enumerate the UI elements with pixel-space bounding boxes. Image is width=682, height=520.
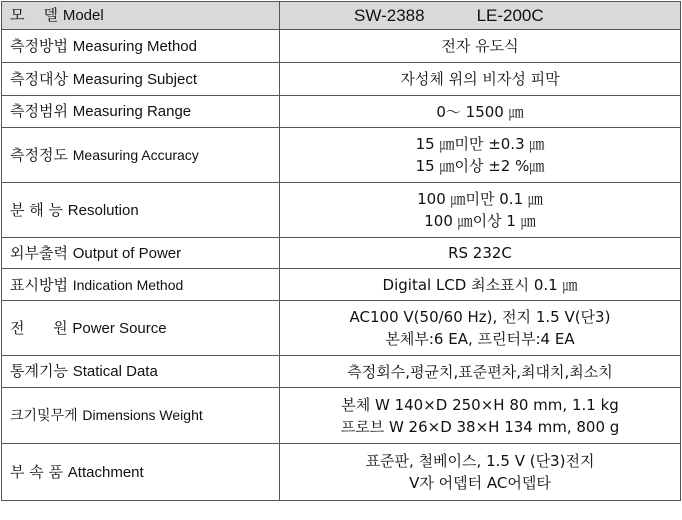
label-cell [2,183,280,238]
value-line: 0～ 1500 ㎛ [436,102,524,121]
label-cell-model [2,2,280,30]
label-cell [2,388,280,444]
table-row [2,63,681,96]
value-cell [280,63,681,96]
label-ko: 측정방법 [10,36,68,55]
table-row [2,183,681,238]
model-b: LE-200C [476,5,544,25]
label-cell [2,444,280,501]
value-line: 측정회수,평균치,표준편차,최대치,최소치 [347,362,613,381]
label-cell [2,63,280,96]
label-ko: 모 델 [10,6,59,24]
label-ko: 외부출력 [10,243,68,262]
label-en: Statical Data [72,363,158,380]
table-row [2,269,681,301]
value-cell [280,356,681,388]
label-cell [2,128,280,183]
label-en: Measuring Subject [72,70,197,88]
label-cell [2,356,280,388]
value-line: 프로브 W 26×D 38×H 134 mm, 800 g [340,417,620,436]
label-cell [2,269,280,301]
value-line: AC100 V(50/60 Hz), 전지 1.5 V(단3) [349,308,611,326]
label-en: Power Source [72,319,167,337]
value-line: 15 ㎛미만 ±0.3 ㎛ [415,135,545,153]
label-en: Model [62,7,104,24]
value-line: 본체 W 140×D 250×H 80 mm, 1.1 kg [341,395,619,414]
label-en: Measuring Accuracy [72,147,199,163]
table-row [2,356,681,388]
value-line: 표준판, 철베이스, 1.5 V (단3)전지 [365,452,595,470]
table-row-model [2,2,681,30]
table-row [2,96,681,128]
spec-table [1,1,681,501]
label-cell [2,238,280,269]
value-line: 15 ㎛이상 ±2 %㎛ [415,157,545,175]
label-en: Indication Method [72,276,184,293]
label-ko: 통계기능 [10,362,68,380]
value-line: Digital LCD 최소표시 0.1 ㎛ [382,275,578,294]
label-ko: 표시방법 [10,275,68,294]
label-en: Resolution [67,201,139,219]
label-cell [2,96,280,128]
label-cell [2,30,280,63]
value-line: 100 ㎛미만 0.1 ㎛ [417,190,543,208]
table-row [2,128,681,183]
table-row [2,301,681,356]
value-cell [280,269,681,301]
value-line: 100 ㎛이상 1 ㎛ [424,212,536,230]
label-ko: 측정범위 [10,102,68,120]
label-ko: 분 해 능 [10,200,64,219]
label-ko: 측정대상 [10,69,68,88]
value-cell [280,301,681,356]
value-line: 본체부:6 EA, 프린터부:4 EA [385,330,575,348]
value-cell-model [280,2,681,30]
table-row [2,444,681,501]
value-cell [280,96,681,128]
label-ko: 부 속 품 [10,462,64,481]
table-row [2,30,681,63]
value-cell [280,388,681,444]
value-line: V자 어뎁터 AC어뎁타 [409,474,551,492]
value-line: RS 232C [448,244,512,262]
label-cell [2,301,280,356]
label-en: Measuring Method [72,37,197,55]
value-cell [280,238,681,269]
label-ko: 크기및무게 [10,408,78,424]
label-ko: 전 원 [10,318,68,337]
value-line: 전자 유도식 [441,37,519,55]
value-cell [280,444,681,501]
value-cell [280,128,681,183]
table-row [2,388,681,444]
label-en: Dimensions Weight [82,407,203,423]
value-cell [280,30,681,63]
value-cell [280,183,681,238]
label-en: Measuring Range [72,103,192,120]
table-row [2,238,681,269]
label-en: Output of Power [72,244,182,262]
model-a: SW-2388 [354,5,425,25]
label-en: Attachment [67,463,144,481]
label-ko: 측정정도 [10,146,68,164]
value-line: 자성체 위의 비자성 피막 [400,70,560,88]
